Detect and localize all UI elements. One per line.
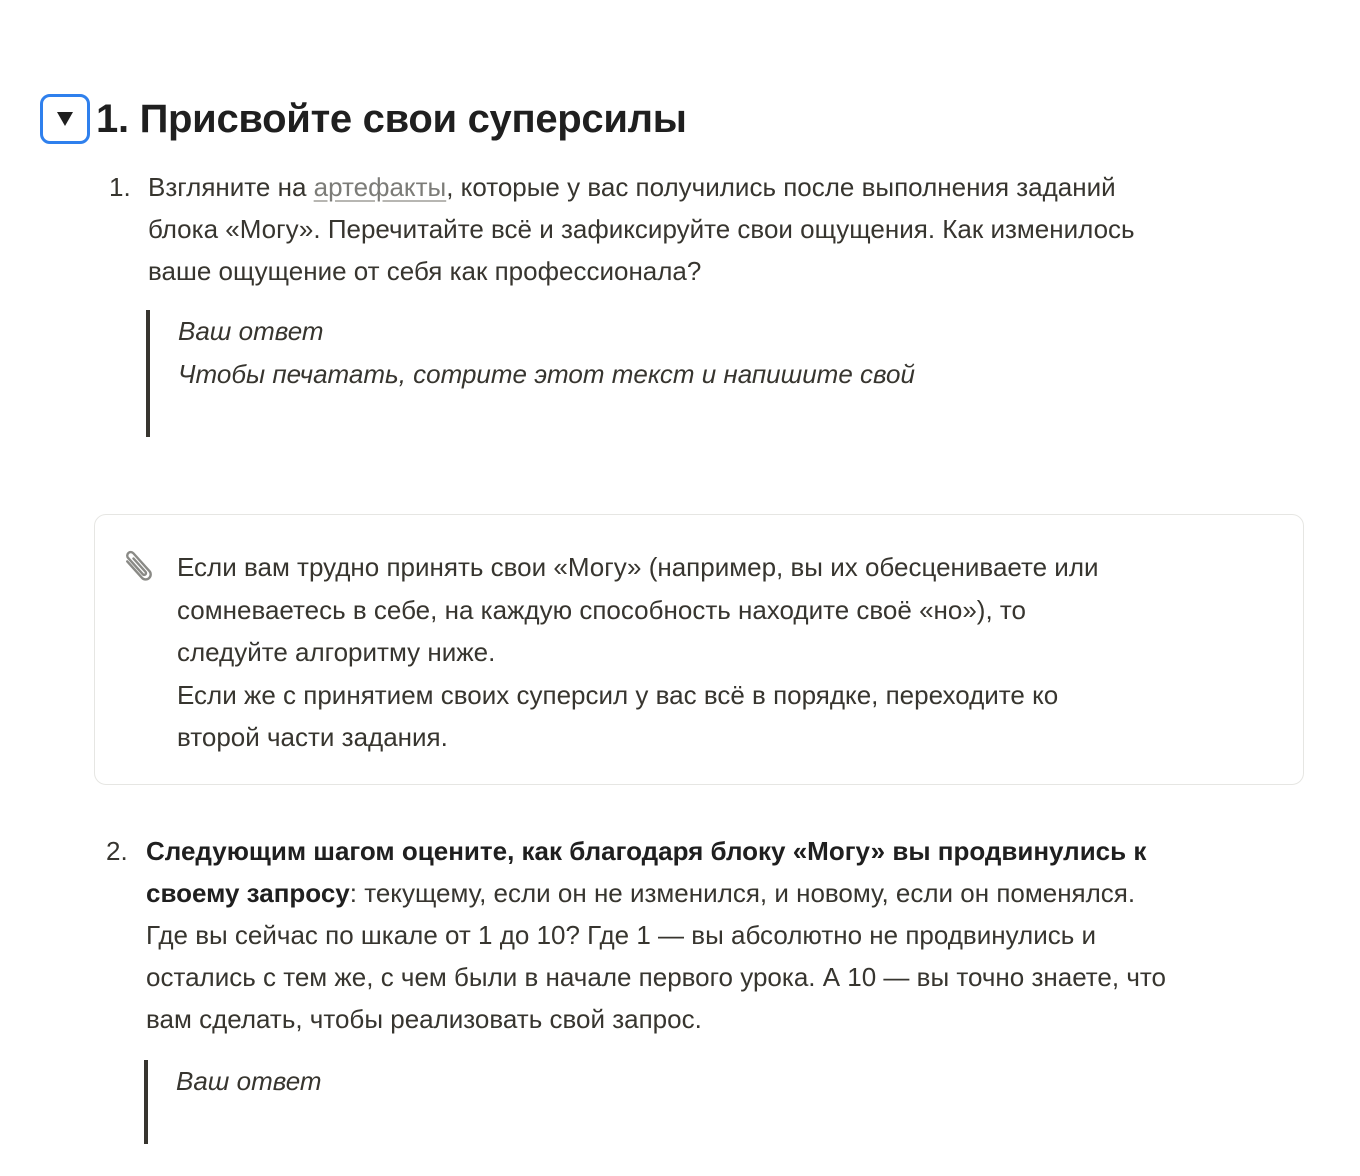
callout-line: следуйте алгоритму ниже. <box>177 637 496 667</box>
list-item-line <box>146 830 1326 872</box>
answer-label: Ваш ответ <box>178 316 324 346</box>
list-item-line: Где вы сейчас по шкале от 1 до 10? Где 1 — вы абсолютно не продвинулись и <box>146 920 1097 950</box>
list-item-line: ваше ощущение от себя как профессионала? <box>148 256 702 286</box>
section-heading[interactable]: 1. Присвойте свои суперсилы <box>96 96 687 141</box>
answer-quote-1[interactable] <box>146 310 1046 437</box>
answer-label: Ваш ответ <box>176 1066 322 1096</box>
callout[interactable] <box>94 514 1304 785</box>
list-item-1[interactable] <box>109 166 1309 292</box>
callout-line: Если вам трудно принять свои «Могу» (например, вы их обесцениваете или <box>177 552 1099 582</box>
toggle-button[interactable] <box>40 94 90 144</box>
list-item-text <box>148 166 1308 292</box>
list-item-line <box>146 872 1326 914</box>
callout-text <box>177 546 1277 759</box>
answer-quote-2[interactable] <box>144 1060 1044 1144</box>
list-item-line: вам сделать, чтобы реализовать свой запрос. <box>146 1004 702 1034</box>
paperclip-icon <box>117 545 161 589</box>
list-item-2[interactable] <box>106 830 1326 1042</box>
list-item-text <box>146 830 1326 1040</box>
callout-line: второй части задания. <box>177 722 448 752</box>
bold-text: своему запросу <box>146 878 350 908</box>
text-fragment: : текущему, если он не изменился, и новому, если он поменялся. <box>349 878 1136 908</box>
text-fragment: Взгляните на <box>148 172 314 202</box>
list-item-line: остались с тем же, с чем были в начале первого урока. А 10 — вы точно знаете, что <box>146 962 1166 992</box>
callout-line: Если же с принятием своих суперсил у вас всё в порядке, переходите ко <box>177 679 1059 710</box>
list-item-line <box>148 166 1308 208</box>
triangle-down-icon <box>57 112 73 126</box>
list-number: 1. <box>109 172 131 202</box>
list-number: 2. <box>106 836 128 866</box>
bold-text: Следующим шагом оцените, как благодаря блоку «Могу» вы продвинулись к <box>146 836 1147 866</box>
artifacts-link[interactable]: артефакты <box>313 172 447 202</box>
answer-hint: Чтобы печатать, сотрите этот текст и напишите свой <box>178 359 915 389</box>
callout-line: сомневаетесь в себе, на каждую способность находите своё «но»), то <box>177 594 1026 625</box>
list-item-line: блока «Могу». Перечитайте всё и зафиксируйте свои ощущения. Как изменилось <box>148 214 1135 244</box>
text-fragment: , которые у вас получились после выполнения заданий <box>446 172 1116 202</box>
toggle-heading <box>40 94 687 144</box>
